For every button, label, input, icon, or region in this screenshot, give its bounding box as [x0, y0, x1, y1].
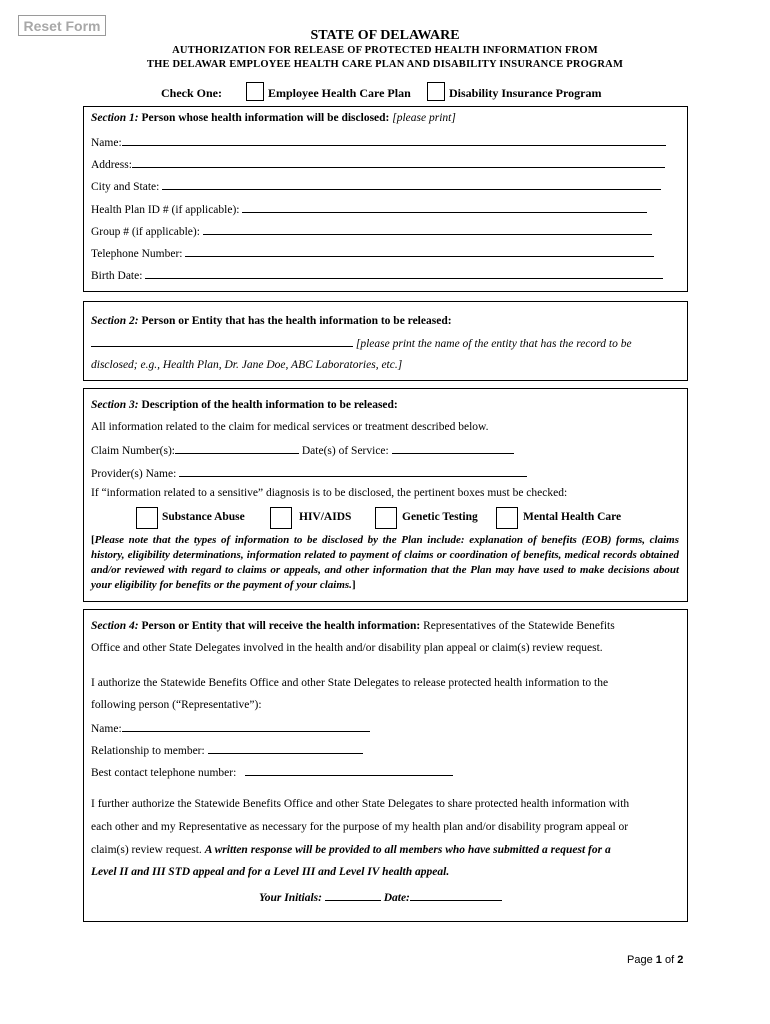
form-subtitle-1: AUTHORIZATION FOR RELEASE OF PROTECTED HEALTH INFORMATION FROM	[172, 45, 598, 56]
s1-planid-row	[91, 202, 647, 216]
s1-phone-label: Telephone Number:	[91, 248, 183, 260]
section-2-number: Section 2:	[91, 315, 139, 327]
s1-group-label: Group # (if applicable):	[91, 226, 200, 238]
of-word: of	[664, 954, 675, 966]
s1-planid-field[interactable]	[242, 202, 647, 213]
page-number	[627, 954, 683, 966]
s1-birthdate-field[interactable]	[145, 268, 663, 279]
s3-claim-row	[91, 443, 514, 457]
s1-address-field[interactable]	[132, 157, 665, 168]
form-subtitle-2: THE DELAWAR EMPLOYEE HEALTH CARE PLAN AND DISABILITY INSURANCE PROGRAM	[146, 59, 624, 70]
s4-further-3	[91, 844, 611, 856]
section-3-number: Section 3:	[91, 399, 139, 411]
hiv-aids-checkbox[interactable]	[270, 507, 292, 529]
section-4-title: Person or Entity that will receive the health information:	[141, 620, 421, 632]
section-1-heading	[91, 112, 456, 124]
s4-name-label: Name:	[91, 723, 122, 735]
s4-relationship-field[interactable]	[208, 743, 363, 754]
page-title: STATE OF DELAWARE	[310, 28, 460, 43]
s1-birthdate-row	[91, 268, 663, 282]
s1-address-label: Address:	[91, 159, 132, 171]
s1-birthdate-label: Birth Date:	[91, 270, 143, 282]
s4-initials-label: Your Initials:	[259, 892, 322, 904]
section-1-hint: [please print]	[392, 112, 456, 124]
s4-signature-row	[259, 890, 502, 904]
s1-city-field[interactable]	[162, 179, 661, 190]
s4-date-field[interactable]	[410, 890, 502, 901]
s1-city-row	[91, 179, 661, 193]
s4-name-row	[91, 721, 370, 735]
s2-entity-row	[91, 336, 632, 350]
s4-date-label: Date:	[383, 892, 410, 904]
s1-planid-label: Health Plan ID # (if applicable):	[91, 204, 240, 216]
s3-dates-field[interactable]	[392, 443, 514, 454]
s1-name-label: Name:	[91, 137, 122, 149]
s1-group-field[interactable]	[203, 224, 652, 235]
s3-claim-label: Claim Number(s):	[91, 445, 175, 457]
s4-further-1: I further authorize the Statewide Benefits Office and other State Delegates to share protected health information with	[91, 798, 630, 810]
section-3-title: Description of the health information to be released:	[141, 399, 398, 411]
s2-entity-field[interactable]	[91, 336, 353, 347]
s1-name-row	[91, 135, 666, 149]
genetic-testing-label: Genetic Testing	[402, 511, 478, 523]
s3-provider-field[interactable]	[179, 466, 527, 477]
s4-relationship-label: Relationship to member:	[91, 745, 205, 757]
s4-further-3-bold: A written response will be provided to all members who have submitted a request for a	[204, 844, 611, 856]
section-4-rest-1: Representatives of the Statewide Benefits	[423, 620, 615, 632]
s4-name-field[interactable]	[122, 721, 370, 732]
check-one-label: Check One:	[161, 86, 222, 100]
page-current: 1	[655, 954, 662, 966]
s3-provider-row	[91, 466, 527, 480]
s4-phone-field[interactable]	[245, 765, 453, 776]
disability-program-label: Disability Insurance Program	[449, 86, 602, 100]
s4-further-2: each other and my Representative as necessary for the purpose of my health plan and/or disability program appeal or	[91, 821, 629, 833]
s1-phone-row	[91, 246, 654, 260]
s3-note-text: Please note that the types of information to be disclosed by the Plan include: explanation of benefits (EOB) forms, claims history, eligibility determinations, information related to payment of claims or coordination of benefits, medical records obtained and/or reviewed with regard to claims or appeals, and other information that the Plan may have used to make decisions about your eligibility for benefits or the payment of your claims.	[91, 534, 679, 591]
section-4-rest-2: Office and other State Delegates involved in the health and/or disability plan appeal or claim(s) review request.	[91, 642, 603, 654]
s2-hint-1: [please print the name of the entity that has the record to be	[355, 338, 632, 350]
s4-relationship-row	[91, 743, 363, 757]
s1-group-row	[91, 224, 652, 238]
s4-authorize-1: I authorize the Statewide Benefits Office and other State Delegates to release protected health information to the	[91, 677, 609, 689]
section-2-title: Person or Entity that has the health information to be released:	[141, 315, 452, 327]
substance-abuse-checkbox[interactable]	[136, 507, 158, 529]
reset-form-button[interactable]: Reset Form	[18, 15, 106, 36]
page-word: Page	[627, 954, 653, 966]
section-1-title: Person whose health information will be disclosed:	[141, 112, 390, 124]
s4-phone-row	[91, 765, 453, 779]
s4-phone-label: Best contact telephone number:	[91, 767, 237, 779]
s1-name-field[interactable]	[122, 135, 666, 146]
section-1-number: Section 1:	[91, 112, 139, 124]
s2-hint-2: disclosed; e.g., Health Plan, Dr. Jane Doe, ABC Laboratories, etc.]	[91, 359, 403, 371]
employee-health-plan-label: Employee Health Care Plan	[268, 86, 411, 100]
s3-note-open: [	[91, 534, 95, 546]
s4-authorize-2: following person (“Representative”):	[91, 699, 262, 711]
s3-dates-label: Date(s) of Service:	[301, 445, 389, 457]
page-total: 2	[677, 954, 684, 966]
s3-plan-note	[91, 533, 679, 593]
s3-claim-field[interactable]	[175, 443, 299, 454]
section-2-heading	[91, 315, 452, 327]
disability-program-checkbox[interactable]	[427, 82, 445, 101]
s3-all-info: All information related to the claim for medical services or treatment described below.	[91, 421, 489, 433]
s4-initials-field[interactable]	[325, 890, 381, 901]
s1-city-label: City and State:	[91, 181, 160, 193]
s4-further-3-plain: claim(s) review request.	[91, 844, 202, 856]
section-4-heading	[91, 620, 615, 632]
s3-note-close: ]	[351, 579, 356, 591]
section-3-heading	[91, 399, 398, 411]
hiv-aids-label: HIV/AIDS	[299, 511, 352, 523]
s1-address-row	[91, 157, 665, 171]
genetic-testing-checkbox[interactable]	[375, 507, 397, 529]
section-4-number: Section 4:	[91, 620, 139, 632]
s4-further-4-bold: Level II and III STD appeal and for a Level III and Level IV health appeal.	[91, 866, 450, 878]
mental-health-checkbox[interactable]	[496, 507, 518, 529]
s1-phone-field[interactable]	[185, 246, 654, 257]
mental-health-label: Mental Health Care	[523, 511, 622, 523]
s3-provider-label: Provider(s) Name:	[91, 468, 177, 480]
employee-health-plan-checkbox[interactable]	[246, 82, 264, 101]
substance-abuse-label: Substance Abuse	[162, 511, 245, 523]
section-1-box	[83, 106, 688, 292]
s3-sensitive-text: If “information related to a sensitive” diagnosis is to be disclosed, the pertinent boxes must be checked:	[91, 487, 568, 499]
